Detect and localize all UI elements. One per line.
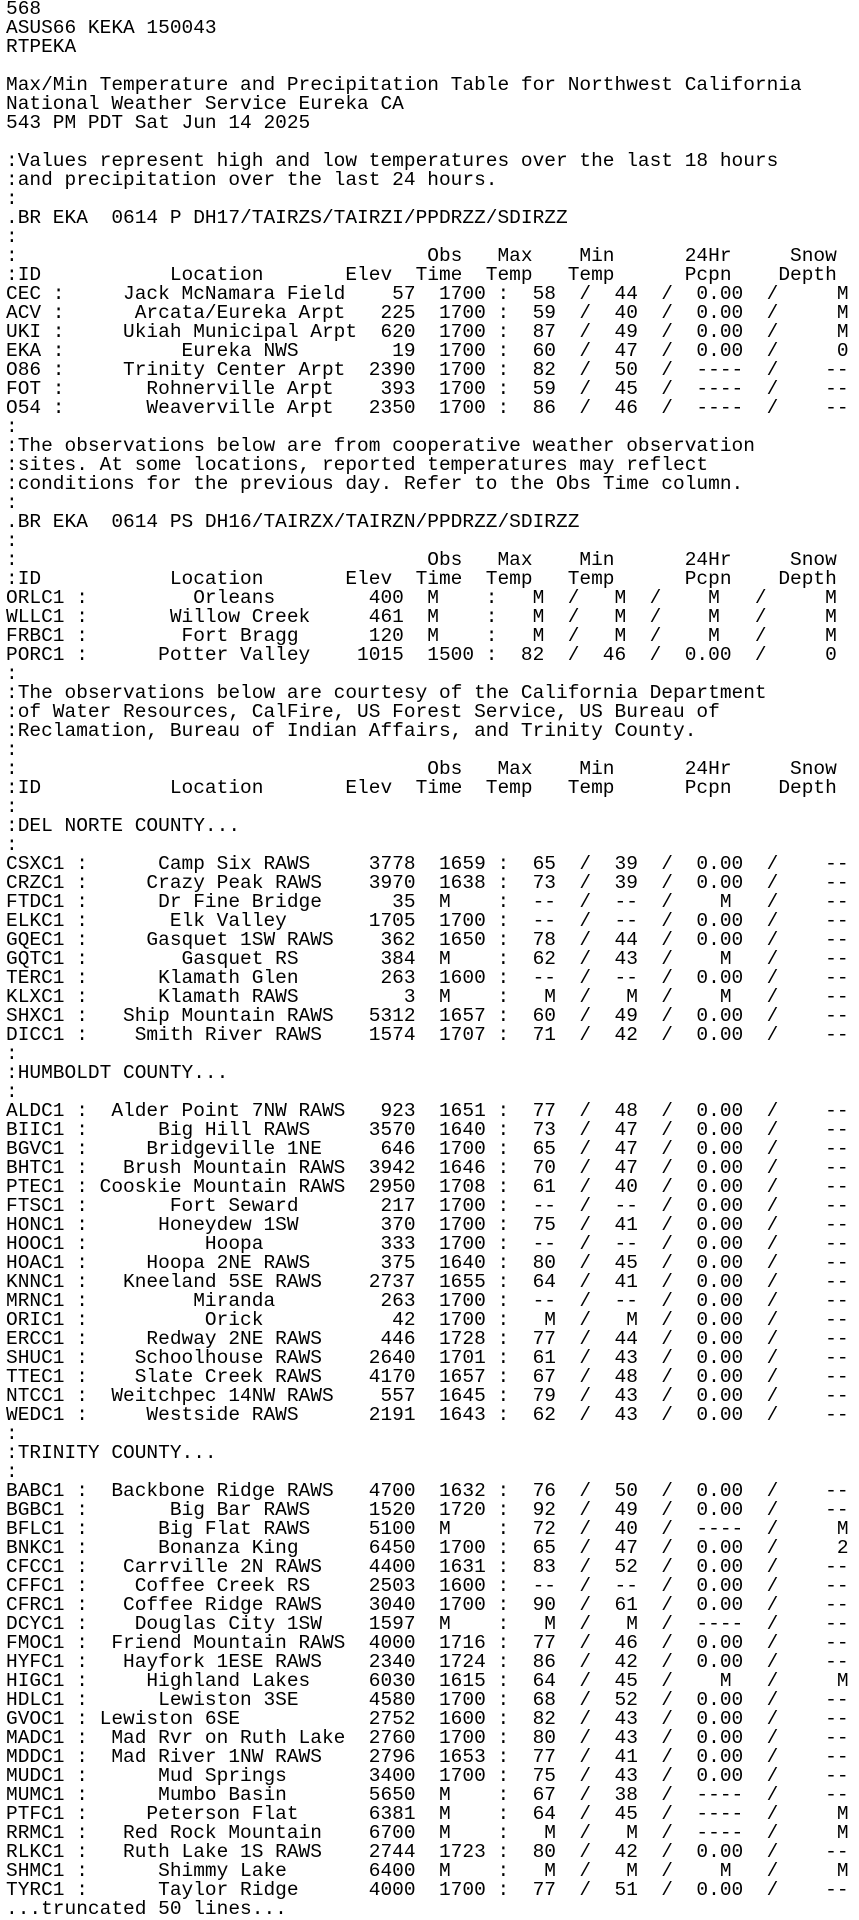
text-line: 543 PM PDT Sat Jun 14 2025 — [6, 114, 311, 133]
text-line: RRMC1 : Red Rock Mountain 6700 M : M / M / ---- / M — [6, 1824, 849, 1843]
text-line: GQEC1 : Gasquet 1SW RAWS 362 1650 : 78 / 44 / 0.00 / -- — [6, 931, 849, 950]
text-line: PTFC1 : Peterson Flat 6381 M : 64 / 45 / ---- / M — [6, 1805, 849, 1824]
text-line: FMOC1 : Friend Mountain RAWS 4000 1716 : 77 / 46 / 0.00 / -- — [6, 1634, 849, 1653]
text-line: ALDC1 : Alder Point 7NW RAWS 923 1651 : 77 / 48 / 0.00 / -- — [6, 1102, 849, 1121]
text-line: ELKC1 : Elk Valley 1705 1700 : -- / -- / 0.00 / -- — [6, 912, 849, 931]
text-line: CFRC1 : Coffee Ridge RAWS 3040 1700 : 90 / 61 / 0.00 / -- — [6, 1596, 849, 1615]
text-line: SHXC1 : Ship Mountain RAWS 5312 1657 : 60 / 49 / 0.00 / -- — [6, 1007, 849, 1026]
text-line: PTEC1 : Cooskie Mountain RAWS 2950 1708 : 61 / 40 / 0.00 / -- — [6, 1178, 849, 1197]
text-line: RLKC1 : Ruth Lake 1S RAWS 2744 1723 : 80 / 42 / 0.00 / -- — [6, 1843, 849, 1862]
text-line: HOOC1 : Hoopa 333 1700 : -- / -- / 0.00 / -- — [6, 1235, 849, 1254]
text-line: :DEL NORTE COUNTY... — [6, 817, 241, 836]
text-line: : — [6, 494, 18, 513]
text-line: ASUS66 KEKA 150043 — [6, 19, 217, 38]
text-line: .BR EKA 0614 PS DH16/TAIRZX/TAIRZN/PPDRZZ/SDIRZZ — [6, 513, 580, 532]
text-line: TERC1 : Klamath Glen 263 1600 : -- / -- / 0.00 / -- — [6, 969, 849, 988]
text-line: CEC : Jack McNamara Field 57 1700 : 58 / 44 / 0.00 / M — [6, 285, 849, 304]
text-line — [6, 57, 859, 76]
text-line: :HUMBOLDT COUNTY... — [6, 1064, 229, 1083]
text-line: :The observations below are courtesy of the California Department — [6, 684, 767, 703]
text-line: :conditions for the previous day. Refer to the Obs Time column. — [6, 475, 744, 494]
text-line: : — [6, 836, 18, 855]
text-line: National Weather Service Eureka CA — [6, 95, 404, 114]
text-line: :and precipitation over the last 24 hours. — [6, 171, 498, 190]
text-line: WLLC1 : Willow Creek 461 M : M / M / M / M — [6, 608, 837, 627]
text-line: GVOC1 : Lewiston 6SE 2752 1600 : 82 / 43 / 0.00 / -- — [6, 1710, 849, 1729]
text-line: BNKC1 : Bonanza King 6450 1700 : 65 / 47 / 0.00 / 2 — [6, 1539, 849, 1558]
text-line: FOT : Rohnerville Arpt 393 1700 : 59 / 45 / ---- / -- — [6, 380, 849, 399]
text-line: ORLC1 : Orleans 400 M : M / M / M / M — [6, 589, 837, 608]
text-line: MDDC1 : Mad River 1NW RAWS 2796 1653 : 77 / 41 / 0.00 / -- — [6, 1748, 849, 1767]
text-line: HONC1 : Honeydew 1SW 370 1700 : 75 / 41 / 0.00 / -- — [6, 1216, 849, 1235]
text-line: MUMC1 : Mumbo Basin 5650 M : 67 / 38 / ---- / -- — [6, 1786, 849, 1805]
text-line: : — [6, 228, 18, 247]
text-line: CSXC1 : Camp Six RAWS 3778 1659 : 65 / 39 / 0.00 / -- — [6, 855, 849, 874]
text-line: PORC1 : Potter Valley 1015 1500 : 82 / 46 / 0.00 / 0 — [6, 646, 837, 665]
text-line: 568 — [6, 0, 42, 19]
text-line: BABC1 : Backbone Ridge RAWS 4700 1632 : 76 / 50 / 0.00 / -- — [6, 1482, 849, 1501]
text-line: : Obs Max Min 24Hr Snow — [6, 551, 837, 570]
text-line: ACV : Arcata/Eureka Arpt 225 1700 : 59 / 40 / 0.00 / M — [6, 304, 849, 323]
text-line: KLXC1 : Klamath RAWS 3 M : M / M / M / -- — [6, 988, 849, 1007]
text-line: GQTC1 : Gasquet RS 384 M : 62 / 43 / M / -- — [6, 950, 849, 969]
text-line: :sites. At some locations, reported temperatures may reflect — [6, 456, 709, 475]
text-line: HIGC1 : Highland Lakes 6030 1615 : 64 / 45 / M / M — [6, 1672, 849, 1691]
text-line: : — [6, 418, 18, 437]
text-line: CFCC1 : Carrville 2N RAWS 4400 1631 : 83 / 52 / 0.00 / -- — [6, 1558, 849, 1577]
text-line: DICC1 : Smith River RAWS 1574 1707 : 71 / 42 / 0.00 / -- — [6, 1026, 849, 1045]
text-line: :of Water Resources, CalFire, US Forest Service, US Bureau of — [6, 703, 720, 722]
text-line: O86 : Trinity Center Arpt 2390 1700 : 82 / 50 / ---- / -- — [6, 361, 849, 380]
text-line: UKI : Ukiah Municipal Arpt 620 1700 : 87 / 49 / 0.00 / M — [6, 323, 849, 342]
text-line: BIIC1 : Big Hill RAWS 3570 1640 : 73 / 47 / 0.00 / -- — [6, 1121, 849, 1140]
text-line: : — [6, 741, 18, 760]
text-line: SHMC1 : Shimmy Lake 6400 M : M / M / M / M — [6, 1862, 849, 1881]
text-line: EKA : Eureka NWS 19 1700 : 60 / 47 / 0.00 / 0 — [6, 342, 849, 361]
text-line: RTPEKA — [6, 38, 77, 57]
text-line: : — [6, 190, 18, 209]
text-line: MRNC1 : Miranda 263 1700 : -- / -- / 0.00 / -- — [6, 1292, 849, 1311]
text-line: DCYC1 : Douglas City 1SW 1597 M : M / M / ---- / -- — [6, 1615, 849, 1634]
text-line: ...truncated 50 lines... — [6, 1900, 287, 1919]
text-line: ORIC1 : Orick 42 1700 : M / M / 0.00 / -- — [6, 1311, 849, 1330]
text-line: .BR EKA 0614 P DH17/TAIRZS/TAIRZI/PPDRZZ/SDIRZZ — [6, 209, 568, 228]
text-line: :TRINITY COUNTY... — [6, 1444, 217, 1463]
text-line: :ID Location Elev Time Temp Temp Pcpn Depth — [6, 779, 837, 798]
text-line: :The observations below are from cooperative weather observation — [6, 437, 755, 456]
text-line: BGBC1 : Big Bar RAWS 1520 1720 : 92 / 49 / 0.00 / -- — [6, 1501, 849, 1520]
text-line: : — [6, 1045, 18, 1064]
text-line: HOAC1 : Hoopa 2NE RAWS 375 1640 : 80 / 45 / 0.00 / -- — [6, 1254, 849, 1273]
text-line: : Obs Max Min 24Hr Snow — [6, 247, 837, 266]
text-line: : — [6, 798, 18, 817]
text-line: : — [6, 1425, 18, 1444]
text-line: O54 : Weaverville Arpt 2350 1700 : 86 / 46 / ---- / -- — [6, 399, 849, 418]
text-line: : — [6, 532, 18, 551]
text-line: FTSC1 : Fort Seward 217 1700 : -- / -- / 0.00 / -- — [6, 1197, 849, 1216]
text-line: :ID Location Elev Time Temp Temp Pcpn Depth — [6, 570, 837, 589]
text-line: : — [6, 1083, 18, 1102]
text-line: MUDC1 : Mud Springs 3400 1700 : 75 / 43 / 0.00 / -- — [6, 1767, 849, 1786]
text-line: Max/Min Temperature and Precipitation Table for Northwest California — [6, 76, 802, 95]
text-line: :Reclamation, Bureau of Indian Affairs, and Trinity County. — [6, 722, 697, 741]
text-line: TYRC1 : Taylor Ridge 4000 1700 : 77 / 51 / 0.00 / -- — [6, 1881, 849, 1900]
text-line: NTCC1 : Weitchpec 14NW RAWS 557 1645 : 79 / 43 / 0.00 / -- — [6, 1387, 849, 1406]
text-line: KNNC1 : Kneeland 5SE RAWS 2737 1655 : 64 / 41 / 0.00 / -- — [6, 1273, 849, 1292]
text-line: CFFC1 : Coffee Creek RS 2503 1600 : -- / -- / 0.00 / -- — [6, 1577, 849, 1596]
text-line: BFLC1 : Big Flat RAWS 5100 M : 72 / 40 / ---- / M — [6, 1520, 849, 1539]
text-line: :ID Location Elev Time Temp Temp Pcpn Depth — [6, 266, 837, 285]
text-line — [6, 133, 859, 152]
text-line: HDLC1 : Lewiston 3SE 4580 1700 : 68 / 52 / 0.00 / -- — [6, 1691, 849, 1710]
text-line: BHTC1 : Brush Mountain RAWS 3942 1646 : 70 / 47 / 0.00 / -- — [6, 1159, 849, 1178]
text-line: SHUC1 : Schoolhouse RAWS 2640 1701 : 61 / 43 / 0.00 / -- — [6, 1349, 849, 1368]
text-line: HYFC1 : Hayfork 1ESE RAWS 2340 1724 : 86 / 42 / 0.00 / -- — [6, 1653, 849, 1672]
text-line: : Obs Max Min 24Hr Snow — [6, 760, 837, 779]
text-line: MADC1 : Mad Rvr on Ruth Lake 2760 1700 : 80 / 43 / 0.00 / -- — [6, 1729, 849, 1748]
text-line: : — [6, 665, 18, 684]
text-line: : — [6, 1463, 18, 1482]
text-line: WEDC1 : Westside RAWS 2191 1643 : 62 / 43 / 0.00 / -- — [6, 1406, 849, 1425]
text-line: FRBC1 : Fort Bragg 120 M : M / M / M / M — [6, 627, 837, 646]
text-line: BGVC1 : Bridgeville 1NE 646 1700 : 65 / 47 / 0.00 / -- — [6, 1140, 849, 1159]
text-line: ERCC1 : Redway 2NE RAWS 446 1728 : 77 / 44 / 0.00 / -- — [6, 1330, 849, 1349]
text-line: TTEC1 : Slate Creek RAWS 4170 1657 : 67 / 48 / 0.00 / -- — [6, 1368, 849, 1387]
text-line: CRZC1 : Crazy Peak RAWS 3970 1638 : 73 / 39 / 0.00 / -- — [6, 874, 849, 893]
text-line: :Values represent high and low temperatures over the last 18 hours — [6, 152, 779, 171]
text-line: FTDC1 : Dr Fine Bridge 35 M : -- / -- / M / -- — [6, 893, 849, 912]
